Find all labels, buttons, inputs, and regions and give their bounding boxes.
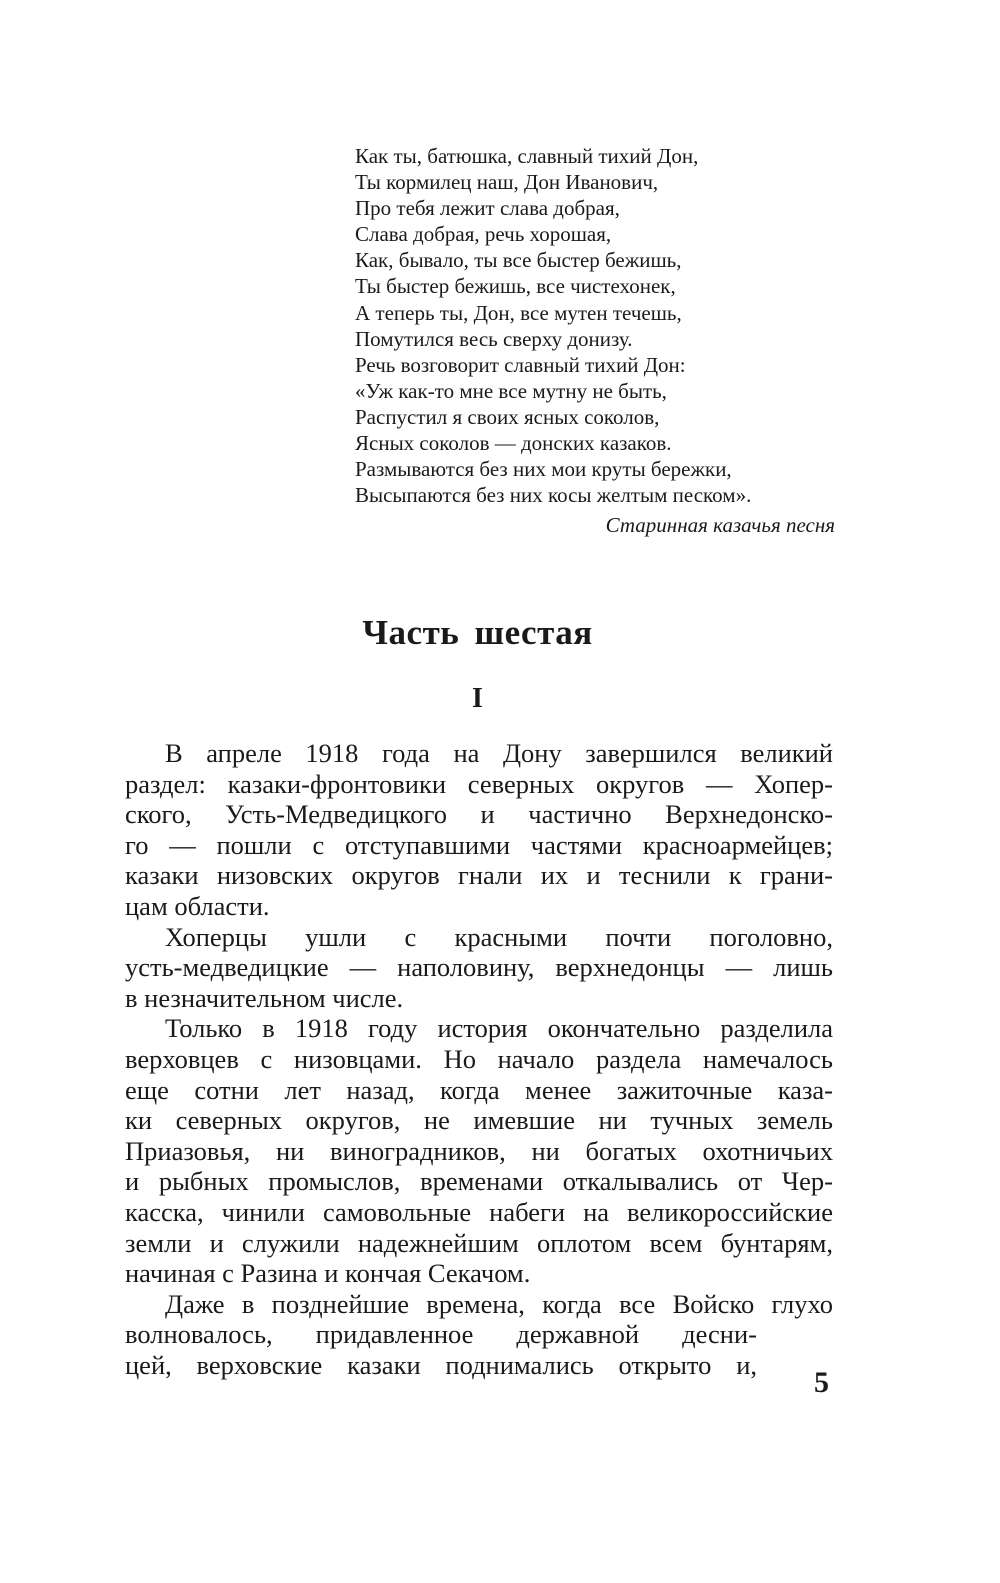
text-line: начиная с Разина и кончая Секачом. [125, 1258, 531, 1289]
epigraph-line: «Уж как-то мне все мутну не быть, [355, 378, 667, 403]
text-line: Приазовья, ни виноградников, ни богатых охотничьих [125, 1135, 833, 1166]
epigraph-line: Высыпаются без них косы желтым песком». [355, 483, 752, 508]
epigraph-line: Помутился весь сверху донизу. [355, 326, 633, 351]
text-line: касска, чинили самовольные набеги на великороссийские [125, 1196, 833, 1227]
epigraph-line: Слава добрая, речь хорошая, [355, 222, 612, 247]
text-line: еще сотни лет назад, когда менее зажиточные каза- [125, 1074, 833, 1105]
epigraph-line: Как, бывало, ты все быстер бежишь, [355, 248, 682, 273]
epigraph-line: Размываются без них мои круты бережки, [355, 457, 732, 482]
text-line: Даже в позднейшие времена, когда все Войско глухо [165, 1288, 833, 1319]
text-line: казаки низовских округов гнали их и теснили к грани- [125, 860, 833, 891]
page-number: 5 [814, 1366, 829, 1399]
text-line: Только в 1918 году история окончательно разделила [165, 1013, 833, 1044]
text-line: и рыбных промыслов, временами откалывались от Чер- [125, 1166, 833, 1197]
epigraph-line: Речь возговорит славный тихий Дон: [355, 352, 686, 377]
text-line: верховцев с низовцами. Но начало раздела намечалось [125, 1043, 833, 1074]
text-line: го — пошли с отступавшими частями красноармейцев; [125, 829, 833, 860]
text-line: цей, верховские казаки поднимались открыто и, [125, 1349, 757, 1380]
epigraph-line: А теперь ты, Дон, все мутен течешь, [355, 300, 682, 325]
text-line: ского, Усть-Медведицкого и частично Верхнедонско- [125, 799, 833, 830]
text-line: в незначительном числе. [125, 982, 404, 1013]
chapter-number: I [472, 683, 483, 714]
epigraph-line: Ясных соколов — донских казаков. [355, 431, 672, 456]
text-line: усть-медведицкие — наполовину, верхнедонцы — лишь [125, 952, 833, 983]
epigraph [355, 143, 835, 538]
part-title: Часть шестая [362, 613, 593, 652]
text-line: земли и служили надежнейшим оплотом всем бунтарям, [125, 1227, 833, 1258]
body-text [125, 738, 833, 1380]
epigraph-line: Ты кормилец наш, Дон Иванович, [355, 170, 659, 195]
epigraph-line: Про тебя лежит слава добрая, [355, 196, 620, 221]
text-line: Хоперцы ушли с красными почти поголовно, [165, 921, 833, 952]
text-line: волновалось, придавленное державной десни- [125, 1319, 757, 1350]
epigraph-line: Распустил я своих ясных соколов, [355, 404, 660, 429]
text-line: цам области. [125, 890, 270, 921]
epigraph-line: Как ты, батюшка, славный тихий Дон, [355, 144, 699, 168]
text-line: ки северных округов, не имевшие ни тучных земель [125, 1105, 833, 1136]
text-line: В апреле 1918 года на Дону завершился великий [165, 738, 833, 768]
epigraph-line: Ты быстер бежишь, все чистехонек, [355, 274, 676, 299]
text-line: раздел: казаки-фронтовики северных округов — Хопер- [125, 768, 833, 799]
epigraph-attribution: Старинная казачья песня [605, 513, 835, 538]
